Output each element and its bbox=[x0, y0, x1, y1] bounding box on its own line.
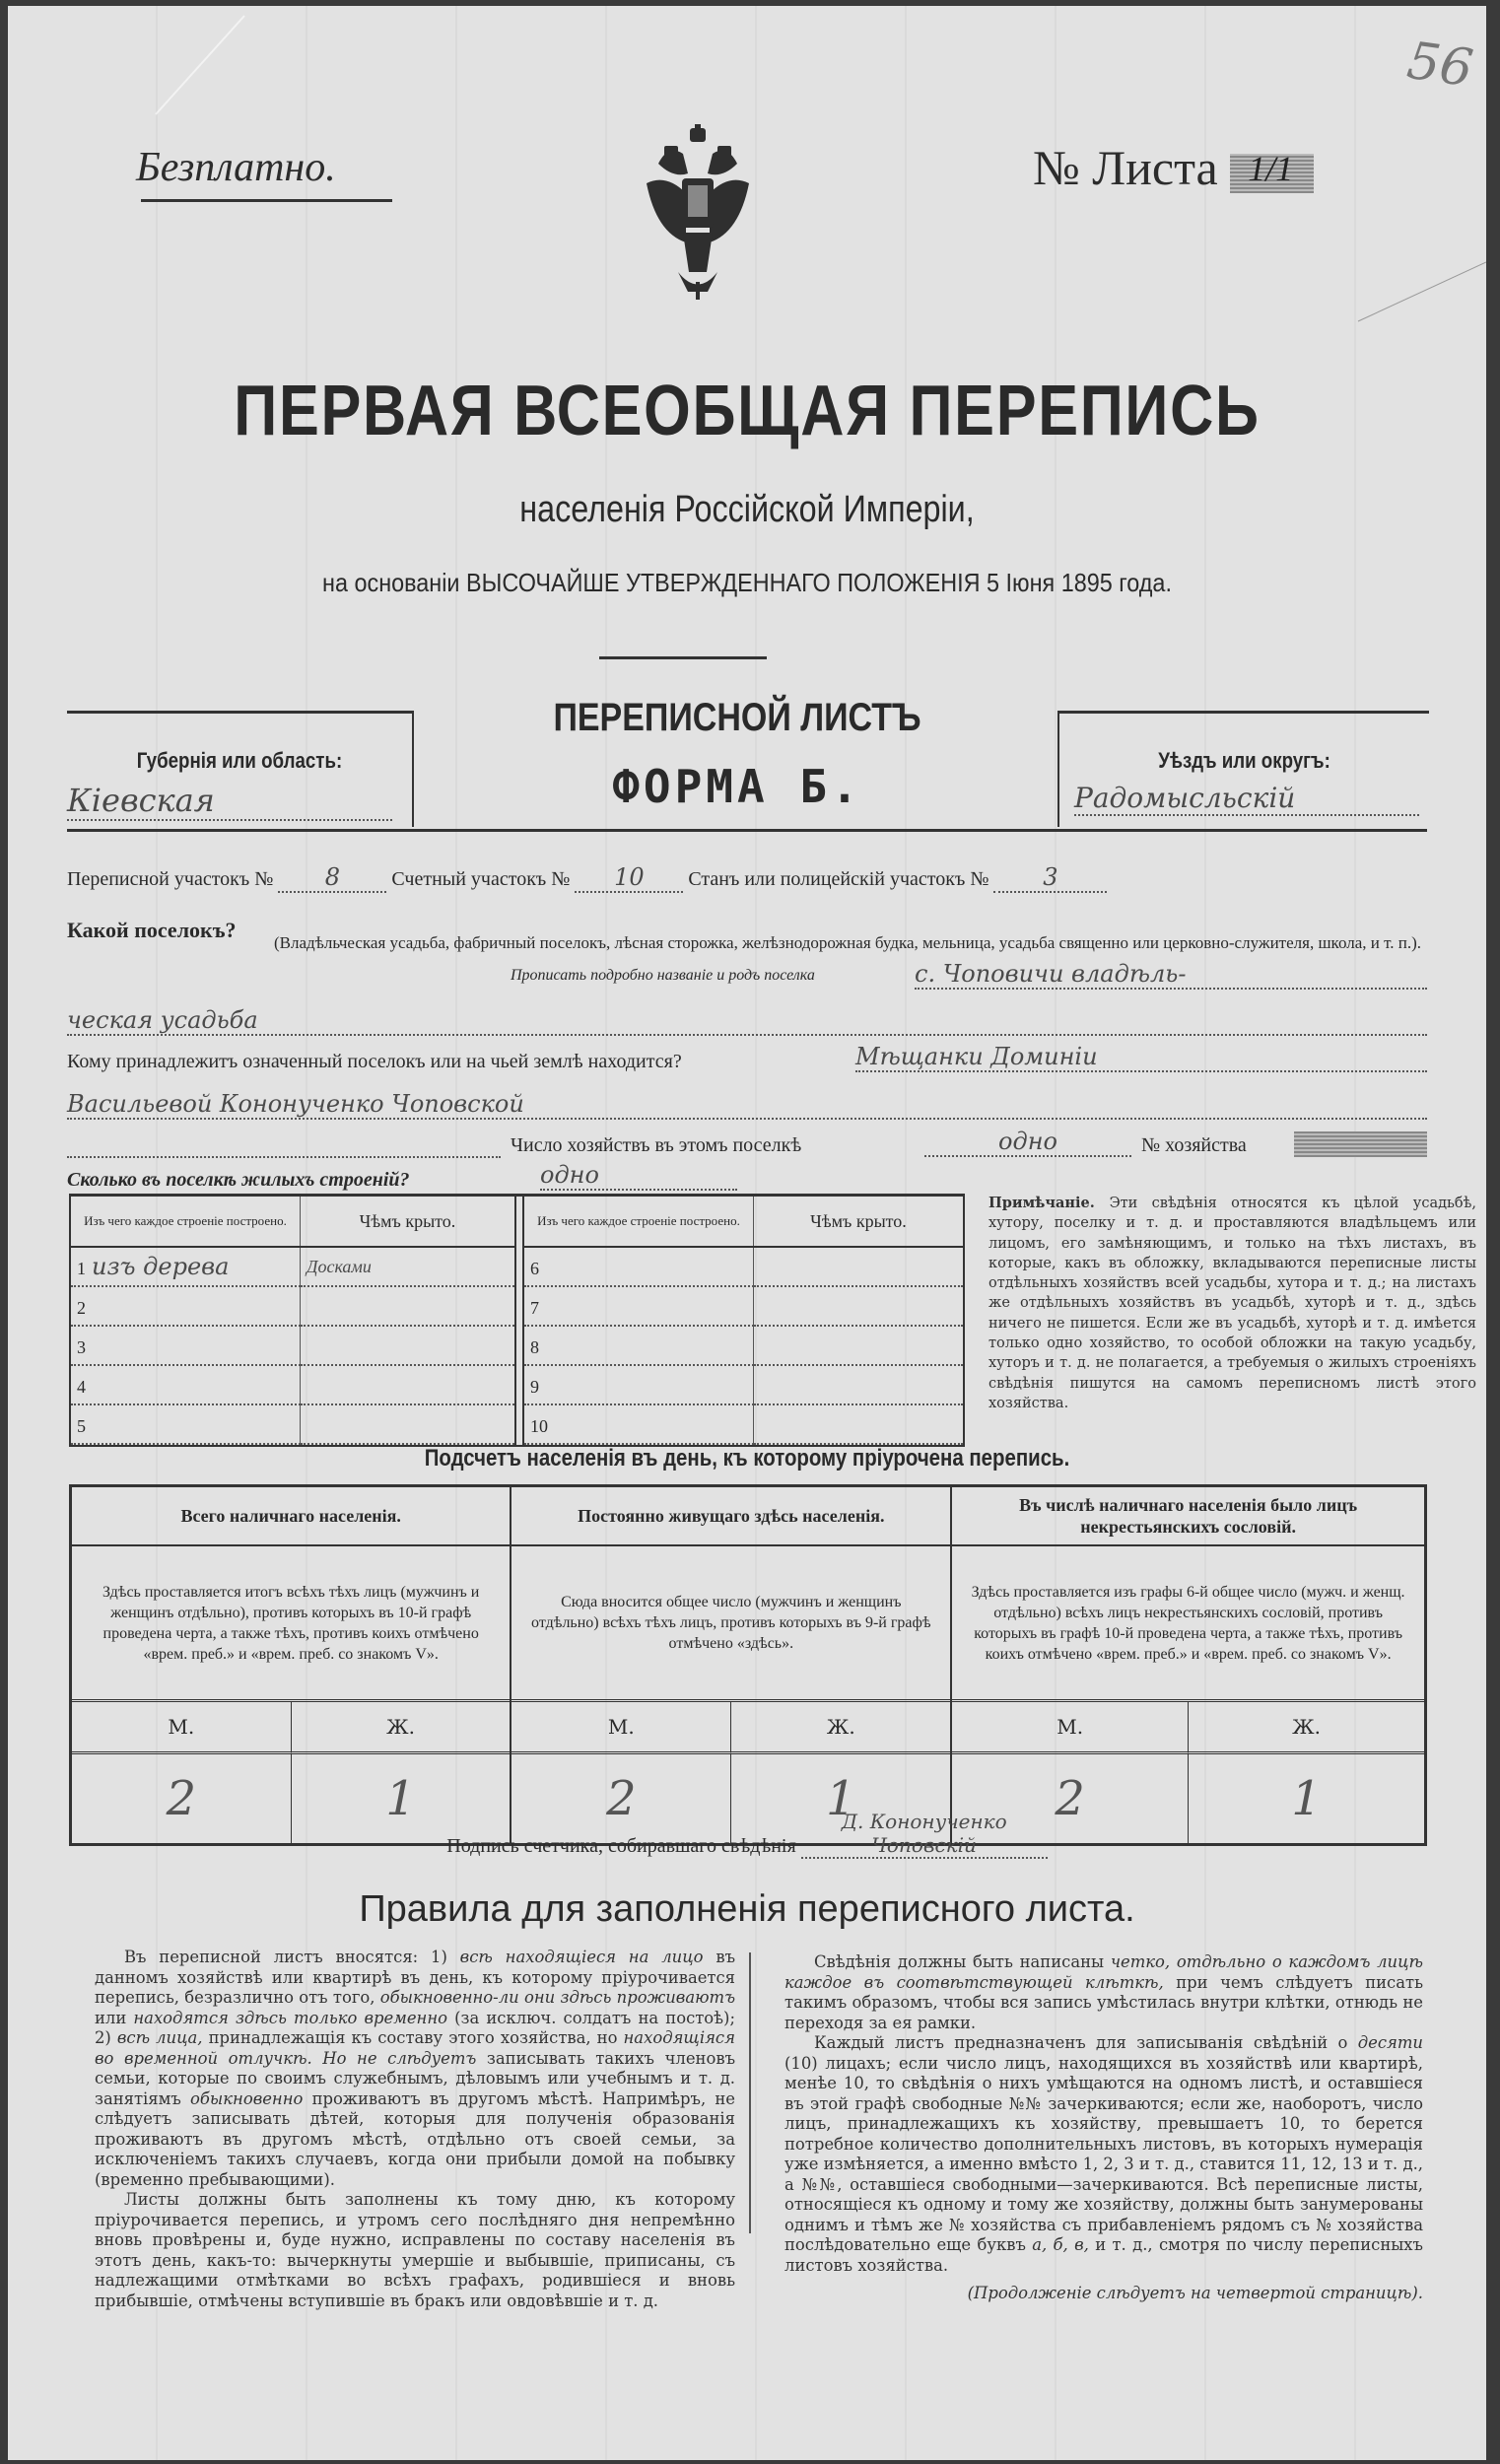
settlement-hint: (Владѣльческая усадьба, фабричный поселокъ, лѣсная сторожка, желѣзнодорожная будка, мельница, усадьба священно или церковно-служителя, школа, и т. п.). bbox=[274, 933, 1422, 952]
count-area-label: Счетный участокъ № bbox=[391, 868, 571, 890]
tally-title: Подсчетъ населенія въ день, къ которому пріурочена перепись. bbox=[424, 1445, 1070, 1472]
building-row bbox=[71, 1247, 514, 1286]
building-material-cell[interactable] bbox=[71, 1286, 301, 1326]
table-double-divider bbox=[514, 1197, 524, 1445]
sex-headers bbox=[952, 1702, 1424, 1754]
note bbox=[989, 1194, 1476, 1413]
building-material: изъ дерева bbox=[92, 1253, 230, 1280]
owner-value-1[interactable]: Мѣщанки Доминіи bbox=[855, 1043, 1427, 1072]
tally-column-description: Здѣсь проставляется изъ графы 6-й общее число (мужч. и женщ. отдѣльно) всѣхъ лицъ некрестьянскихъ сословій, противъ которыхъ въ графѣ 10-й проведена черта, а также тѣхъ, противъ коихъ отмѣчено «врем. преб.» и «врем. преб. со знакомъ V». bbox=[952, 1546, 1424, 1702]
rules-left-p2: Листы должны быть заполнены къ тому дню, къ которому пріурочивается перепись, и утромъ сего послѣдняго дня непремѣнно вновь провѣрены и, буде нужно, исправлены по составу населенія въ этотъ день, какъ-то: вычеркнуты умершіе и выбывшіе, приписаны, съ надлежащими отмѣтками во всѣхъ графахъ, родившіеся и вновь прибывшіе, отмѣчены вступившіе въ бракъ или овдовѣвшіе и т. д. bbox=[95, 2190, 735, 2310]
margin-number: 56 bbox=[1403, 31, 1477, 100]
building-roof-cell[interactable] bbox=[301, 1365, 515, 1404]
buildings-table-right bbox=[524, 1197, 963, 1445]
col-roof-header-2: Чѣмъ крыто. bbox=[754, 1197, 964, 1247]
census-sheet bbox=[8, 6, 1486, 2460]
building-row bbox=[71, 1365, 514, 1404]
settlement-label: Какой поселокъ? bbox=[67, 918, 237, 942]
title-divider bbox=[599, 656, 767, 659]
households-value[interactable]: одно bbox=[924, 1128, 1131, 1157]
province-box bbox=[67, 711, 414, 827]
tally-column bbox=[951, 1486, 1425, 1845]
signature-line bbox=[8, 1810, 1486, 1859]
sex-headers bbox=[511, 1702, 950, 1754]
district-box bbox=[1057, 711, 1429, 827]
building-number: 5 bbox=[77, 1416, 86, 1436]
building-number: 2 bbox=[77, 1298, 86, 1318]
buildings-table-left bbox=[71, 1197, 514, 1445]
male-header: М. bbox=[952, 1702, 1189, 1754]
building-number: 1 bbox=[77, 1259, 86, 1278]
owner-value-2[interactable]: Васильевой Кононученко Чоповской bbox=[67, 1090, 1427, 1120]
sex-headers bbox=[72, 1702, 510, 1754]
settlement-value-2[interactable]: ческая усадьба bbox=[67, 1006, 1427, 1036]
households-label: Число хозяйствъ въ этомъ поселкѣ bbox=[511, 1134, 802, 1156]
building-number: 3 bbox=[77, 1337, 86, 1357]
tally-column bbox=[71, 1486, 511, 1845]
note-text: Эти свѣдѣнія относятся къ цѣлой усадьбѣ, хутору, поселку и т. д. и проставляются владѣльцемъ или лицомъ, его замѣняющимъ, и только на тѣхъ листахъ, въ которые, какъ въ обложку, вкладываются переписные листы отдѣльныхъ хозяйствъ всей усадьбы, хутора и т. д.; на листахъ же отдѣльныхъ хозяйствъ въ усадьбѣ, хуторѣ и т. д., здѣсь ничего не пишется. Если же въ усадьбѣ, хуторѣ и т. д. имѣется только одно хозяйство, то особой обложки на такую усадьбу, хуторъ и т. д. не полагается, а требуемыя о жилыхъ строеніяхъ свѣдѣнія пишутся на самомъ переписномъ листѣ этого хозяйства. bbox=[989, 1196, 1476, 1411]
building-row bbox=[524, 1404, 963, 1444]
building-row bbox=[524, 1286, 963, 1326]
female-count[interactable]: 1 bbox=[826, 1771, 856, 1826]
form-title: ПЕРЕПИСНОЙ ЛИСТЪ bbox=[553, 696, 921, 739]
building-roof-cell[interactable] bbox=[754, 1286, 964, 1326]
building-roof-cell[interactable] bbox=[301, 1286, 515, 1326]
page-title: ПЕРВАЯ ВСЕОБЩАЯ ПЕРЕПИСЬ bbox=[234, 372, 1261, 450]
female-header: Ж. bbox=[292, 1702, 511, 1754]
col-material-header-2: Изъ чего каждое строеніе построено. bbox=[524, 1197, 754, 1247]
tally-column-description: Сюда вносится общее число (мужчинъ и женщинъ отдѣльно) всѣхъ тѣхъ лицъ, противъ которыхъ въ 9-й графѣ отмѣчено «здѣсь». bbox=[511, 1546, 950, 1702]
col-material-header: Изъ чего каждое строеніе построено. bbox=[71, 1197, 301, 1247]
buildings-table bbox=[69, 1194, 965, 1447]
household-no-box bbox=[1294, 1131, 1427, 1157]
male-count[interactable]: 2 bbox=[952, 1754, 1189, 1843]
signature-value[interactable]: Д. Кононученко Чоповскій bbox=[801, 1810, 1048, 1859]
province-value[interactable]: Кіевская bbox=[67, 782, 392, 821]
female-header: Ж. bbox=[731, 1702, 950, 1754]
building-roof-cell[interactable]: Досками bbox=[301, 1247, 515, 1286]
male-count[interactable]: 2 bbox=[72, 1754, 292, 1843]
rules-title: Правила для заполненія переписного листа. bbox=[359, 1888, 1135, 1930]
legal-basis: на основаніи ВЫСОЧАЙШЕ УТВЕРЖДЕННАГО ПОЛОЖЕНІЯ 5 Іюня 1895 года. bbox=[322, 568, 1172, 597]
form-type: ФОРМА Б. bbox=[612, 760, 862, 813]
building-row bbox=[71, 1286, 514, 1326]
building-material-cell[interactable] bbox=[71, 1326, 301, 1365]
building-roof-cell[interactable] bbox=[301, 1326, 515, 1365]
settlement-line bbox=[67, 918, 237, 943]
building-number: 8 bbox=[530, 1337, 539, 1357]
tally-column bbox=[511, 1486, 951, 1845]
col-roof-header: Чѣмъ крыто. bbox=[301, 1197, 515, 1247]
note-title: Примѣчаніе. bbox=[989, 1195, 1095, 1211]
building-row bbox=[524, 1247, 963, 1286]
building-roof-cell[interactable] bbox=[754, 1365, 964, 1404]
building-row bbox=[524, 1326, 963, 1365]
free-label-underline bbox=[141, 199, 392, 202]
buildings-value[interactable]: одно bbox=[540, 1161, 737, 1191]
building-material-cell[interactable] bbox=[524, 1247, 754, 1286]
district-label: Уѣздъ или округъ: bbox=[1158, 748, 1330, 773]
sheet-number-label: № Листа bbox=[1033, 140, 1218, 195]
male-header: М. bbox=[511, 1702, 731, 1754]
building-number: 7 bbox=[530, 1298, 539, 1318]
rules-right-column bbox=[784, 1952, 1423, 2304]
building-material-cell[interactable] bbox=[524, 1326, 754, 1365]
household-no-label: № хозяйства bbox=[1141, 1134, 1247, 1156]
rules-column-divider bbox=[749, 1952, 751, 2233]
building-roof-cell[interactable] bbox=[754, 1247, 964, 1286]
building-roof-cell[interactable] bbox=[301, 1404, 515, 1444]
building-material-cell[interactable] bbox=[524, 1286, 754, 1326]
building-number: 6 bbox=[530, 1259, 539, 1278]
rules-right-p1: Свѣдѣнія должны быть написаны четко, отдѣльно о каждомъ лицѣ каждое въ соотвѣтствующей клѣткѣ, при чемъ слѣдуетъ писать такимъ образомъ, чтобы вся запись умѣстилась внутри клѣтки, отнюдь не переходя за ея рамки. bbox=[784, 1952, 1423, 2032]
building-material-cell[interactable] bbox=[71, 1247, 301, 1286]
building-material-cell[interactable] bbox=[71, 1404, 301, 1444]
sheet-number-box bbox=[1230, 148, 1314, 193]
signature-label: Подпись счетчика, собиравшаго свѣдѣнія bbox=[446, 1835, 796, 1857]
rules-right-p2: Каждый листъ предназначенъ для записыванія свѣдѣній о десяти (10) лицахъ; если число лицъ, находящихся въ хозяйствѣ или квартирѣ, менѣе 10, то свѣдѣнія о нихъ умѣщаются на одномъ листѣ, и оставшіеся въ этой графѣ свободные №№ зачеркиваются; если же, наоборотъ, число лицъ, принадлежащихъ къ хозяйству, превышаетъ 10, то берется потребное количество дополнительныхъ листовъ, въ которыхъ нумерація уже измѣняется, а именно вмѣсто 1, 2, 3 и т. д., ставится 11, 12, 13 и т. д., а №№, оставшіеся свободными—зачеркиваются. Всѣ переписные листы, относящіеся къ одному и тому же хозяйству, должны быть занумерованы однимъ и тѣмъ же № хозяйства съ прибавленіемъ рядомъ съ № хозяйства послѣдовательно еще буквъ а, б, в, и т. д., смотря по числу переписныхъ листовъ хозяйства. bbox=[784, 2033, 1423, 2275]
census-area-label: Переписной участокъ № bbox=[67, 868, 274, 890]
building-roof-cell[interactable] bbox=[754, 1404, 964, 1444]
buildings-label: Сколько въ поселкѣ жилыхъ строеній? bbox=[67, 1169, 410, 1191]
tally-column-header: Всего наличнаго населенія. bbox=[72, 1487, 510, 1546]
form-divider bbox=[67, 829, 1427, 832]
sheet-number bbox=[1033, 139, 1314, 196]
continued-note: (Продолженіе слѣдуетъ на четвертой страницѣ). bbox=[967, 2284, 1423, 2302]
owner-blank bbox=[67, 1134, 501, 1158]
province-label: Губернія или область: bbox=[136, 748, 343, 773]
building-material-cell[interactable] bbox=[71, 1365, 301, 1404]
area-line bbox=[67, 863, 1107, 893]
building-row bbox=[524, 1365, 963, 1404]
building-number: 10 bbox=[530, 1416, 548, 1436]
police-area-label: Станъ или полицейскій участокъ № bbox=[688, 868, 989, 890]
female-count[interactable]: 1 bbox=[385, 1771, 416, 1826]
tally-table bbox=[69, 1484, 1427, 1846]
page-subtitle: населенія Россійской Имперіи, bbox=[519, 489, 975, 530]
male-header: М. bbox=[72, 1702, 292, 1754]
sheet-number-value: 1/1 bbox=[1248, 148, 1294, 188]
owner-label: Кому принадлежитъ означенный поселокъ или на чьей землѣ находится? bbox=[67, 1051, 682, 1072]
tally-column-description: Здѣсь проставляется итогъ всѣхъ тѣхъ лицъ (мужчинъ и женщинъ отдѣльно), противъ которыхъ въ 10-й графѣ проведена черта, а также тѣхъ, противъ коихъ отмѣчено «врем. преб.» и «врем. преб. со знакомъ V». bbox=[72, 1546, 510, 1702]
building-number: 9 bbox=[530, 1377, 539, 1397]
male-count[interactable]: 2 bbox=[511, 1754, 731, 1843]
census-area-value[interactable]: 8 bbox=[278, 863, 386, 893]
district-value[interactable]: Радомысльскій bbox=[1074, 782, 1419, 816]
tally-column-header: Въ числѣ наличнаго населенія было лицъ некрестьянскихъ сословій. bbox=[952, 1487, 1424, 1546]
building-row bbox=[71, 1326, 514, 1365]
female-header: Ж. bbox=[1189, 1702, 1424, 1754]
rules-left-column bbox=[95, 1948, 735, 2311]
building-number: 4 bbox=[77, 1377, 86, 1397]
building-material-cell[interactable] bbox=[524, 1404, 754, 1444]
police-area-value[interactable]: 3 bbox=[993, 863, 1107, 893]
rules-left-p1: Въ переписной листъ вносятся: 1) всѣ находящіеся на лицо въ данномъ хозяйствѣ или квартирѣ въ день, къ которому пріурочивается перепись, безразлично отъ того, обыкновенно-ли они здѣсь проживаютъ или находятся здѣсь только временно (за исключ. солдатъ на постоѣ); 2) всѣ лица, принадлежащія къ составу этого хозяйства, но находящіяся во временной отлучкѣ. Но не слѣдуетъ записывать такихъ членовъ семьи, которые по своимъ служебнымъ, дѣловымъ или учебнымъ и т. д. занятіямъ обыкновенно проживаютъ въ другомъ мѣстѣ. Напримѣръ, не слѣдуетъ записывать дѣтей, которыя для полученія образованія проживаютъ въ другомъ мѣстѣ, отдѣльно отъ своей семьи, за исключеніемъ такихъ случаевъ, когда они прибыли домой на побывку (временно пребывающими). bbox=[95, 1948, 735, 2189]
count-area-value[interactable]: 10 bbox=[575, 863, 683, 893]
settlement-instruction: Прописать подробно названіе и родъ поселка bbox=[511, 967, 815, 984]
building-row bbox=[71, 1404, 514, 1444]
female-count[interactable]: 1 bbox=[1291, 1771, 1322, 1826]
building-roof-cell[interactable] bbox=[754, 1326, 964, 1365]
free-label: Безплатно. bbox=[136, 145, 336, 190]
tally-column-header: Постоянно живущаго здѣсь населенія. bbox=[511, 1487, 950, 1546]
settlement-value-1[interactable]: с. Чоповичи владѣль- bbox=[915, 960, 1427, 990]
building-material-cell[interactable] bbox=[524, 1365, 754, 1404]
double-headed-eagle-icon bbox=[639, 124, 757, 302]
